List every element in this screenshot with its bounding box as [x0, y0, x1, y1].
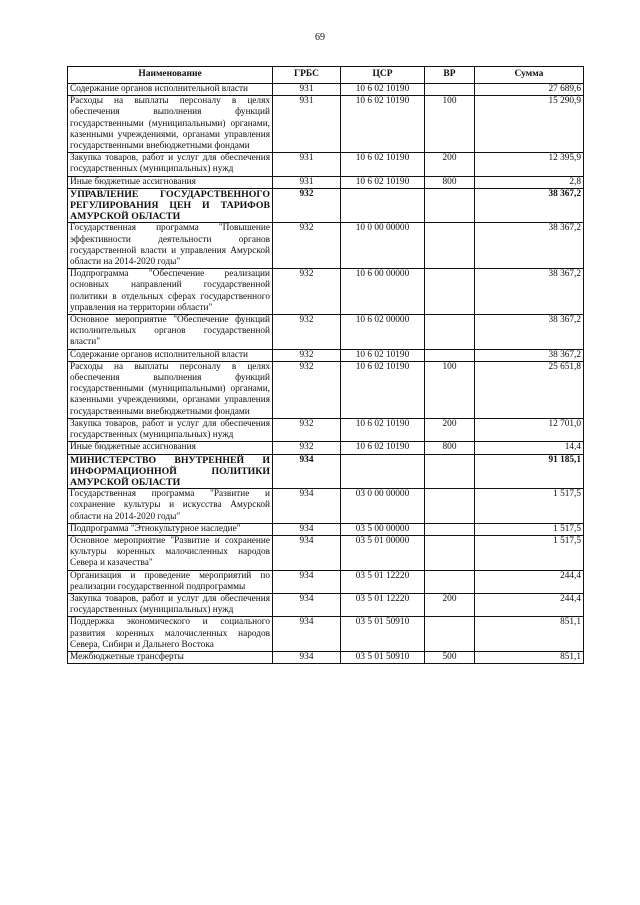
cell-csr: 10 6 02 10190 [341, 96, 425, 153]
cell-vr [425, 349, 475, 361]
cell-name: Расходы на выплаты персоналу в целях обеспечения выполнения функций государственными (муниципальными) органами, казенными учреждениями, органами управления государственными внебюджетными фондами [68, 96, 273, 153]
table-row [68, 617, 584, 652]
table-row [68, 223, 584, 269]
table-row [68, 188, 584, 223]
cell-sum: 38 367,2 [475, 223, 584, 269]
table-row [68, 361, 584, 418]
cell-vr [425, 188, 475, 223]
cell-csr: 10 6 02 10190 [341, 84, 425, 96]
cell-csr: 10 0 00 00000 [341, 223, 425, 269]
page-number: 69 [315, 32, 325, 43]
cell-grbs: 934 [273, 489, 341, 524]
cell-csr: 03 5 00 00000 [341, 523, 425, 535]
cell-vr: 800 [425, 442, 475, 454]
table-row [68, 153, 584, 176]
cell-grbs: 931 [273, 96, 341, 153]
header-name: Наименование [68, 67, 273, 84]
table-row [68, 454, 584, 489]
cell-grbs: 931 [273, 84, 341, 96]
cell-name: Государственная программа "Повышение эффективности деятельности органов государственной власти и управления Амурской области на 2014-2020 годы" [68, 223, 273, 269]
cell-vr [425, 454, 475, 489]
cell-sum: 12 395,9 [475, 153, 584, 176]
table-row [68, 269, 584, 315]
table-row [68, 593, 584, 616]
budget-table [67, 66, 584, 664]
cell-csr: 10 6 02 10190 [341, 361, 425, 418]
table-row [68, 442, 584, 454]
cell-grbs: 932 [273, 188, 341, 223]
header-csr: ЦСР [341, 67, 425, 84]
cell-name: Иные бюджетные ассигнования [68, 176, 273, 188]
cell-sum: 38 367,2 [475, 188, 584, 223]
cell-csr: 10 6 02 10190 [341, 176, 425, 188]
cell-csr: 10 6 00 00000 [341, 269, 425, 315]
header-vr: ВР [425, 67, 475, 84]
cell-csr: 03 5 01 50910 [341, 617, 425, 652]
cell-grbs: 932 [273, 442, 341, 454]
cell-name: Подпрограмма "Обеспечение реализации основных направлений государственной политики в отдельных сферах государственного управления на территории области" [68, 269, 273, 315]
cell-sum: 244,4 [475, 593, 584, 616]
cell-csr: 10 6 02 00000 [341, 315, 425, 350]
cell-sum: 38 367,2 [475, 315, 584, 350]
cell-name: МИНИСТЕРСТВО ВНУТРЕННЕЙ И ИНФОРМАЦИОННОЙ ПОЛИТИКИ АМУРСКОЙ ОБЛАСТИ [68, 454, 273, 489]
cell-sum: 244,4 [475, 570, 584, 593]
header-sum: Сумма [475, 67, 584, 84]
table-row [68, 535, 584, 570]
cell-grbs: 932 [273, 349, 341, 361]
cell-sum: 38 367,2 [475, 349, 584, 361]
cell-name: Закупка товаров, работ и услуг для обеспечения государственных (муниципальных) нужд [68, 153, 273, 176]
cell-sum: 27 689,6 [475, 84, 584, 96]
cell-vr [425, 269, 475, 315]
cell-sum: 1 517,5 [475, 489, 584, 524]
cell-grbs: 934 [273, 617, 341, 652]
cell-name: Основное мероприятие "Обеспечение функций исполнительных органов государственной власти" [68, 315, 273, 350]
cell-csr: 03 5 01 00000 [341, 535, 425, 570]
table-row [68, 418, 584, 441]
cell-grbs: 934 [273, 454, 341, 489]
cell-grbs: 931 [273, 176, 341, 188]
cell-csr: 03 0 00 00000 [341, 489, 425, 524]
cell-grbs: 934 [273, 593, 341, 616]
cell-vr [425, 84, 475, 96]
cell-vr [425, 489, 475, 524]
cell-csr: 10 6 02 10190 [341, 418, 425, 441]
cell-sum: 1 517,5 [475, 523, 584, 535]
cell-grbs: 932 [273, 223, 341, 269]
cell-grbs: 934 [273, 523, 341, 535]
cell-vr [425, 535, 475, 570]
cell-name: Иные бюджетные ассигнования [68, 442, 273, 454]
cell-csr: 03 5 01 12220 [341, 570, 425, 593]
cell-csr [341, 188, 425, 223]
table-row [68, 176, 584, 188]
cell-sum: 91 185,1 [475, 454, 584, 489]
cell-vr: 100 [425, 96, 475, 153]
cell-grbs: 932 [273, 315, 341, 350]
cell-grbs: 932 [273, 418, 341, 441]
cell-vr: 200 [425, 593, 475, 616]
cell-name: Содержание органов исполнительной власти [68, 84, 273, 96]
cell-csr: 10 6 02 10190 [341, 442, 425, 454]
cell-name: УПРАВЛЕНИЕ ГОСУДАРСТВЕННОГО РЕГУЛИРОВАНИЯ ЦЕН И ТАРИФОВ АМУРСКОЙ ОБЛАСТИ [68, 188, 273, 223]
cell-vr: 100 [425, 361, 475, 418]
cell-vr [425, 617, 475, 652]
cell-sum: 1 517,5 [475, 535, 584, 570]
cell-name: Закупка товаров, работ и услуг для обеспечения государственных (муниципальных) нужд [68, 593, 273, 616]
header-grbs: ГРБС [273, 67, 341, 84]
cell-sum: 14,4 [475, 442, 584, 454]
table-row [68, 489, 584, 524]
table-row [68, 570, 584, 593]
cell-csr: 10 6 02 10190 [341, 153, 425, 176]
cell-vr: 200 [425, 153, 475, 176]
cell-vr [425, 223, 475, 269]
cell-csr: 10 6 02 10190 [341, 349, 425, 361]
cell-grbs: 934 [273, 651, 341, 663]
cell-grbs: 931 [273, 153, 341, 176]
cell-vr: 800 [425, 176, 475, 188]
table-row [68, 96, 584, 153]
table-row [68, 349, 584, 361]
cell-vr: 500 [425, 651, 475, 663]
cell-grbs: 934 [273, 570, 341, 593]
cell-sum: 38 367,2 [475, 269, 584, 315]
cell-name: Организация и проведение мероприятий по реализации государственной подпрограммы [68, 570, 273, 593]
cell-name: Межбюджетные трансферты [68, 651, 273, 663]
cell-sum: 25 651,8 [475, 361, 584, 418]
cell-csr: 03 5 01 50910 [341, 651, 425, 663]
cell-grbs: 934 [273, 535, 341, 570]
cell-vr: 200 [425, 418, 475, 441]
cell-grbs: 932 [273, 361, 341, 418]
table-row [68, 315, 584, 350]
cell-name: Закупка товаров, работ и услуг для обеспечения государственных (муниципальных) нужд [68, 418, 273, 441]
table-row [68, 651, 584, 663]
cell-sum: 2,8 [475, 176, 584, 188]
cell-name: Поддержка экономического и социального развития коренных малочисленных народов Севера, Сибири и Дальнего Востока [68, 617, 273, 652]
cell-sum: 15 290,9 [475, 96, 584, 153]
cell-vr [425, 523, 475, 535]
cell-grbs: 932 [273, 269, 341, 315]
cell-csr [341, 454, 425, 489]
cell-name: Содержание органов исполнительной власти [68, 349, 273, 361]
table-row [68, 84, 584, 96]
table-body [68, 84, 584, 664]
cell-name: Расходы на выплаты персоналу в целях обеспечения выполнения функций государственными (муниципальными) органами, казенными учреждениями, органами управления государственными внебюджетными фондами [68, 361, 273, 418]
cell-csr: 03 5 01 12220 [341, 593, 425, 616]
cell-vr [425, 315, 475, 350]
cell-name: Основное мероприятие "Развитие и сохранение культуры коренных малочисленных народов Севера и казачества" [68, 535, 273, 570]
cell-sum: 12 701,0 [475, 418, 584, 441]
table-header-row [68, 67, 584, 84]
cell-name: Государственная программа "Развитие и сохранение культуры и искусства Амурской области на 2014-2020 годы" [68, 489, 273, 524]
cell-name: Подпрограмма "Этнокультурное наследие" [68, 523, 273, 535]
cell-vr [425, 570, 475, 593]
table-row [68, 523, 584, 535]
cell-sum: 851,1 [475, 617, 584, 652]
cell-sum: 851,1 [475, 651, 584, 663]
